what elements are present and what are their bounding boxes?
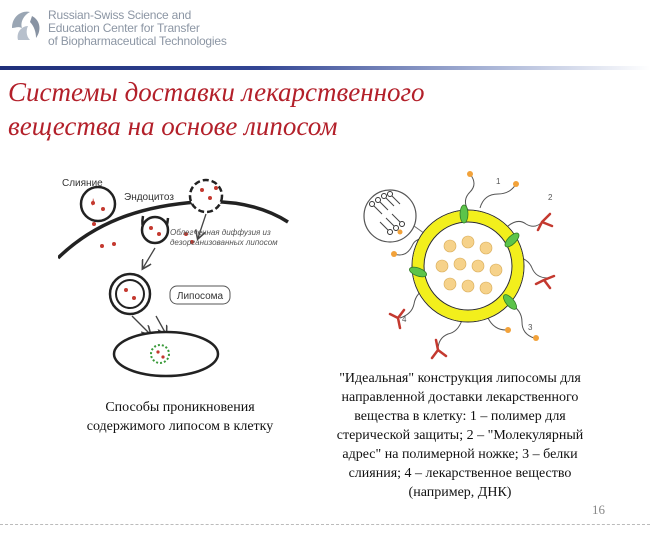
org-line: Education Center for Transfer [48,21,200,35]
fusion-label: Слияние [62,178,103,189]
slide-title [8,75,608,143]
marker-3: 3 [528,323,533,332]
page-number: 16 [592,502,605,517]
marker-1: 1 [496,177,501,186]
liposome-label: Липосома [176,291,224,302]
marker-2: 2 [548,193,553,202]
caption-line: направленной доставки лекарственного [341,390,579,405]
marker-4: 4 [402,315,407,324]
footer-divider [0,524,650,525]
organization-name [48,9,227,48]
caption-line: содержимого липосом в клетку [86,419,274,434]
caption-line: "Идеальная" конструкция липосомы для [339,371,581,386]
org-line: Russian-Swiss Science and [48,8,192,22]
caption-line: слияния; 4 – лекарственное вещество [348,466,572,481]
caption-line: (например, ДНК) [408,485,512,500]
diffusion-label: Облегченная диффузия из дезорганизованных липосом [170,228,278,247]
left-figure-caption [60,398,300,436]
bilayer-inset [364,190,428,242]
slide-header [0,0,650,60]
logo-icon [8,6,44,46]
ideal-liposome-figure [358,170,590,370]
caption-line: Способы проникновения [105,400,255,415]
org-line: of Biopharmaceutical Technologies [48,34,227,48]
caption-line: вещества в клетку: 1 – полимер для [354,409,566,424]
right-figure-caption [315,369,605,502]
title-line: Системы доставки лекарственного [8,77,425,107]
title-line: вещества на основе липосом [8,111,338,141]
entry-pathways-figure [58,176,293,380]
caption-line: стерической защиты; 2 – "Молекулярный [336,428,584,443]
title-divider [0,66,650,70]
diffusion-label-box [170,228,290,268]
endocytosis-label: Эндоцитоз [124,192,174,203]
caption-line: адрес" на полимерной ножке; 3 – белки [342,447,578,462]
